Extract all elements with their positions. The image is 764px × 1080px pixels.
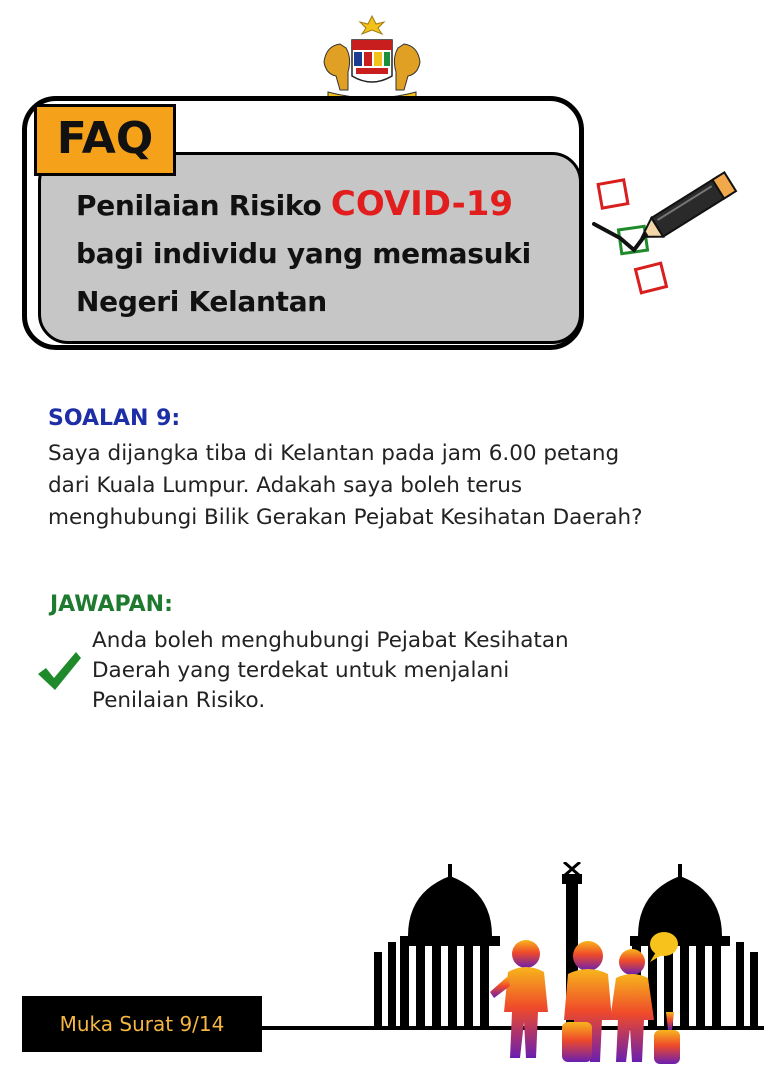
checklist-pencil-icon bbox=[590, 168, 750, 308]
faq-title-part1: Penilaian Risiko bbox=[76, 189, 331, 222]
question-text bbox=[48, 438, 728, 534]
answer-line: Daerah yang terdekat untuk menjalani bbox=[92, 658, 510, 683]
green-check-icon bbox=[36, 648, 82, 694]
faq-title-line3: Negeri Kelantan bbox=[76, 285, 327, 318]
answer-label: JAWAPAN: bbox=[50, 592, 173, 617]
answer-line: Anda boleh menghubungi Pejabat Kesihatan bbox=[92, 628, 569, 653]
question-line: Saya dijangka tiba di Kelantan pada jam 6.00 petang bbox=[48, 441, 620, 466]
question-line: menghubungi Bilik Gerakan Pejabat Kesihatan Daerah? bbox=[48, 505, 643, 530]
coat-of-arms-icon bbox=[318, 14, 426, 102]
question-line: dari Kuala Lumpur. Adakah saya boleh terus bbox=[48, 473, 523, 498]
answer-text bbox=[92, 626, 712, 716]
answer-line: Penilaian Risiko. bbox=[92, 688, 266, 713]
faq-title-line2: bagi individu yang memasuki bbox=[76, 237, 531, 270]
faq-tag: FAQ bbox=[34, 104, 176, 176]
covid-highlight: COVID-19 bbox=[330, 184, 514, 224]
faq-title bbox=[76, 180, 576, 326]
faq-title-line1 bbox=[76, 180, 576, 230]
mosque-travellers-illustration bbox=[262, 862, 764, 1080]
page-number-label: Muka Surat 9/14 bbox=[22, 996, 262, 1052]
question-label: SOALAN 9: bbox=[48, 406, 181, 431]
